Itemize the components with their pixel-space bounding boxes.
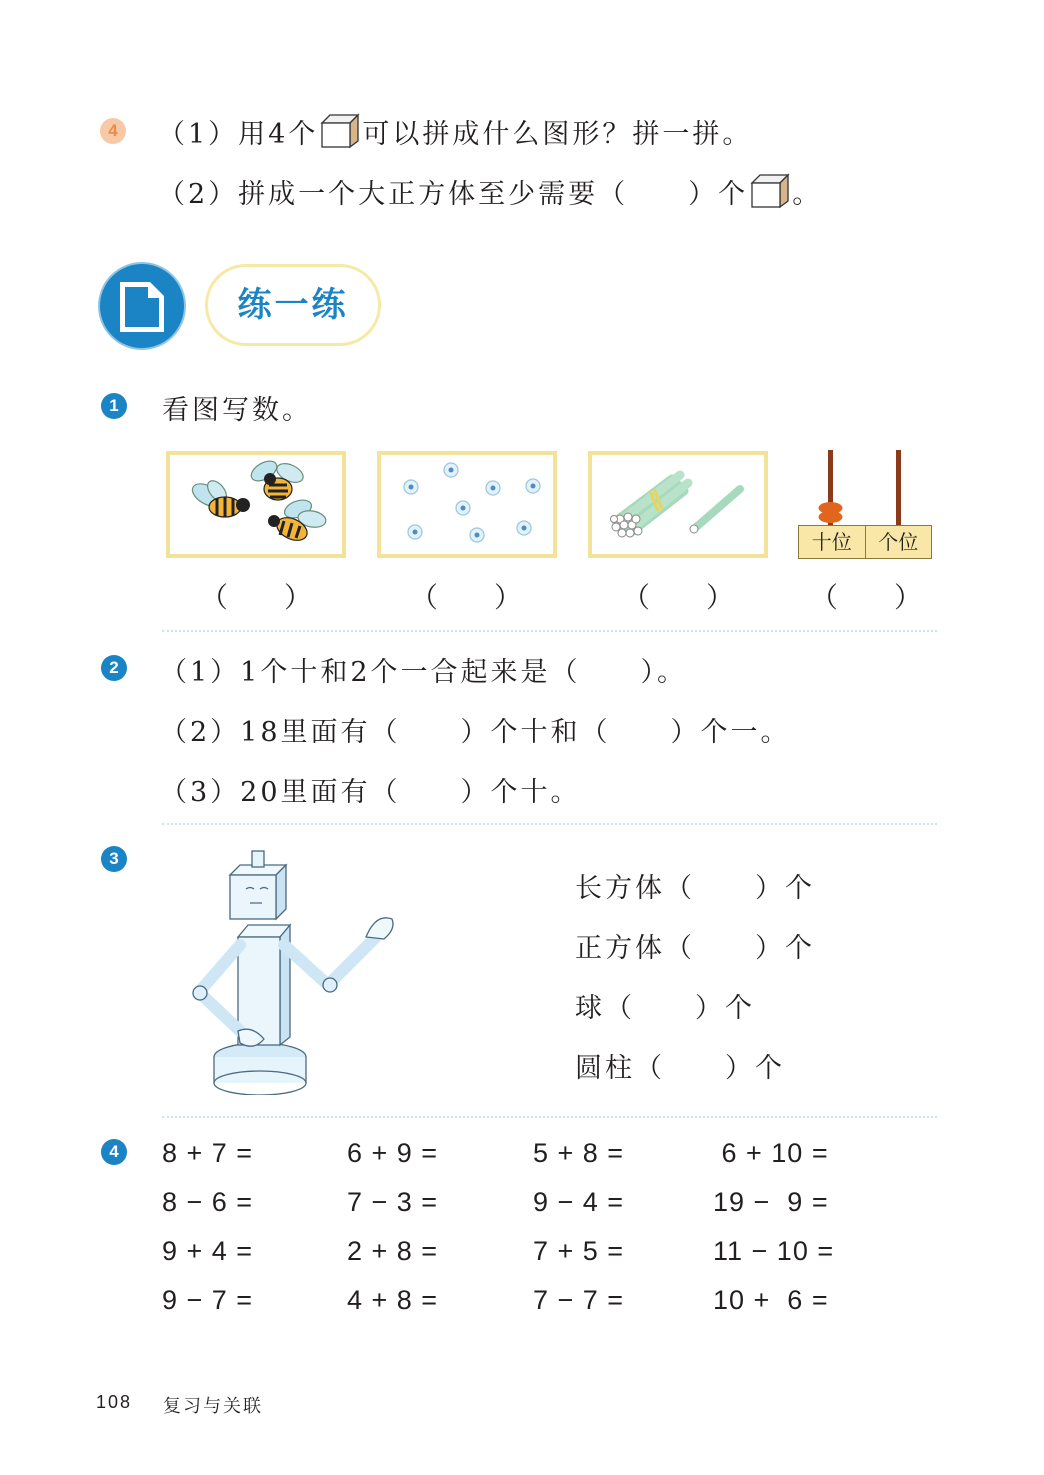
- q2-line-1: （1）1个十和2个一合起来是（ ）。: [160, 657, 688, 688]
- bees-picture: [166, 451, 346, 558]
- q3-cylinder-count: 圆柱（ ）个: [575, 1053, 785, 1084]
- abacus: [798, 450, 932, 560]
- q2-line-2: （2）18里面有（ ）个十和（ ）个一。: [160, 717, 791, 748]
- abacus-ones-label: 个位: [878, 530, 919, 554]
- equation: 7 − 7 =: [533, 1285, 625, 1315]
- equation: 7 − 3 =: [347, 1187, 439, 1217]
- question-badge: 3: [101, 846, 127, 872]
- footer-section-title: 复习与关联: [163, 1396, 263, 1417]
- q3-cube-count: 正方体（ ）个: [575, 933, 815, 964]
- stick-bundle-icon: [592, 455, 764, 554]
- cube-icon: [750, 173, 790, 209]
- answer-blank-1[interactable]: （ ）: [200, 581, 313, 614]
- bee-icon: [268, 497, 327, 545]
- section-title-bubble: [205, 264, 381, 346]
- robot-picture: [180, 845, 410, 1095]
- section-title: 练一练: [237, 285, 349, 325]
- problem-line-1: [158, 112, 752, 151]
- divider: [162, 630, 937, 632]
- abacus-tens-label: 十位: [799, 526, 866, 558]
- equation: 9 − 4 =: [533, 1187, 625, 1217]
- equation: 5 + 8 =: [533, 1138, 625, 1168]
- abacus-rods: [798, 450, 932, 530]
- cube-icon: [320, 113, 360, 149]
- question-badge: 4: [101, 1139, 127, 1165]
- question-badge: 1: [101, 393, 127, 419]
- answer-blank-3[interactable]: （ ）: [622, 581, 735, 614]
- page-number: 108: [96, 1392, 133, 1412]
- equation: 9 + 4 =: [162, 1236, 254, 1266]
- q3-cuboid-count: 长方体（ ）个: [575, 873, 815, 904]
- line-1-suffix: 可以拼成什么图形？拼一拼。: [362, 119, 753, 150]
- problem-line-2: [158, 172, 822, 211]
- question-badge: 2: [101, 655, 127, 681]
- q2-line-3: （3）20里面有（ ）个十。: [160, 777, 581, 808]
- bee-icons: [170, 455, 342, 554]
- divider: [162, 823, 937, 825]
- equation: 19 − 9 =: [713, 1187, 829, 1217]
- equation: 6 + 10 =: [713, 1138, 829, 1168]
- q3-sphere-count: 球（ ）个: [575, 993, 755, 1024]
- abacus-label-row: [798, 525, 932, 559]
- equation: 2 + 8 =: [347, 1236, 439, 1266]
- sticks-picture: [588, 451, 768, 558]
- practice-icon: [98, 262, 186, 350]
- document-icon: [98, 262, 190, 354]
- line-2-prefix: （2）拼成一个大正方体至少需要（ ）个: [158, 179, 749, 210]
- bee-icon: [189, 477, 250, 517]
- dots-picture: [377, 451, 557, 558]
- dot-icons: [381, 455, 553, 554]
- equation: 6 + 9 =: [347, 1138, 439, 1168]
- line-2-suffix: 。: [792, 179, 823, 210]
- line-1-prefix: （1）用4个: [158, 119, 319, 150]
- answer-blank-4[interactable]: （ ）: [810, 581, 923, 614]
- equation: 9 − 7 =: [162, 1285, 254, 1315]
- question-prompt: 看图写数。: [162, 395, 312, 426]
- bee-icon: [248, 457, 306, 500]
- robot-icon: [180, 845, 410, 1095]
- equation: 8 + 7 =: [162, 1138, 254, 1168]
- equation: 10 + 6 =: [713, 1285, 829, 1315]
- equation: 7 + 5 =: [533, 1236, 625, 1266]
- equation: 4 + 8 =: [347, 1285, 439, 1315]
- equation: 8 − 6 =: [162, 1187, 254, 1217]
- equation: 11 − 10 =: [713, 1236, 835, 1266]
- answer-blank-2[interactable]: （ ）: [410, 581, 523, 614]
- problem-badge: 4: [100, 118, 126, 144]
- divider: [162, 1116, 937, 1118]
